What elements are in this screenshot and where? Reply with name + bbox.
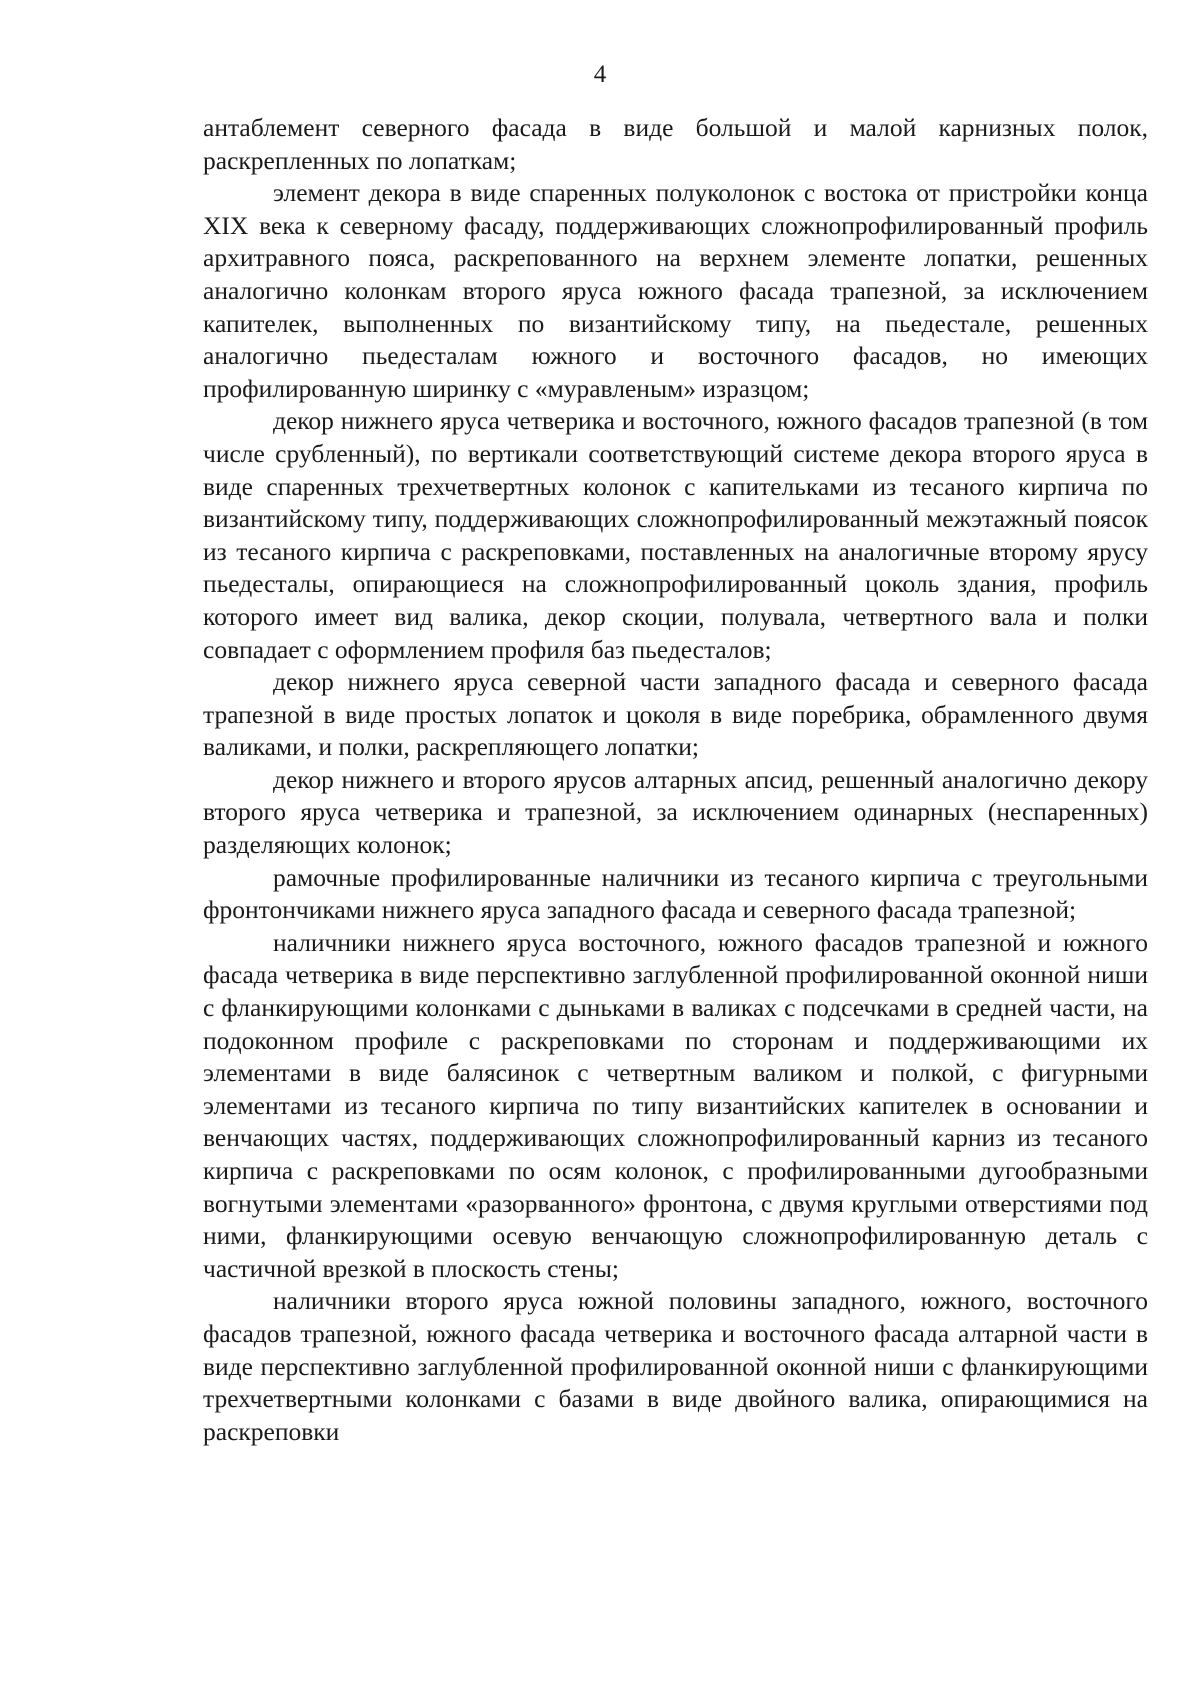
- paragraph: элемент декора в виде спаренных полуколонок с востока от пристройки конца XIX века к северному фасаду, поддерживающих сложнопрофилированный профиль архитравного пояса, раскрепованного на верхнем элементе лопатки, решенных аналогично колонкам второго яруса южного фасада трапезной, за исключением капителек, выполненных по византийскому типу, на пьедестале, решенных аналогично пьедесталам южного и восточного фасадов, но имеющих профилированную ширинку с «муравленым» изразцом;: [203, 178, 1148, 403]
- document-body: [203, 112, 1148, 1448]
- paragraph: наличники второго яруса южной половины западного, южного, восточного фасадов трапезной, южного фасада четверика и восточного фасада алтарной части в виде перспективно заглубленной профилированной оконной ниши с фланкирующими трехчетвертными колонками с базами в виде двойного валика, опирающимися на раскреповки: [203, 1286, 1148, 1446]
- paragraph: декор нижнего яруса северной части западного фасада и северного фасада трапезной в виде простых лопаток и цоколя в виде поребрика, обрамленного двумя валиками, и полки, раскрепляющего лопатки;: [203, 667, 1148, 762]
- paragraph: рамочные профилированные наличники из тесаного кирпича с треугольными фронтончиками нижнего яруса западного фасада и северного фасада трапезной;: [203, 862, 1148, 925]
- paragraph: декор нижнего и второго ярусов алтарных апсид, решенный аналогично декору второго яруса четверика и трапезной, за исключением одинарных (неспаренных) разделяющих колонок;: [203, 764, 1148, 860]
- paragraph: декор нижнего яруса четверика и восточного, южного фасадов трапезной (в том числе срубленный), по вертикали соответствующий системе декора второго яруса в виде спаренных трехчетвертных колонок с капительками из тесаного кирпича по византийскому типу, поддерживающих сложнопрофилированный межэтажный поясок из тесаного кирпича с раскреповками, поставленных на аналогичные второму ярусу пьедесталы, опирающиеся на сложнопрофилированный цоколь здания, профиль которого имеет вид валика, декор скоции, полувала, четвертного вала и полки совпадает с оформлением профиля баз пьедесталов;: [203, 406, 1148, 664]
- paragraph: наличники нижнего яруса восточного, южного фасадов трапезной и южного фасада четверика в виде перспективно заглубленной профилированной оконной ниши с фланкирующими колонками с дыньками в валиках с подсечками в средней части, на подоконном профиле с раскреповками по сторонам и поддерживающими их элементами в виде балясинок с четвертным валиком и полкой, с фигурными элементами из тесаного кирпича по типу византийских капителек в основании и венчающих частях, поддерживающих сложнопрофилированный карниз из тесаного кирпича с раскреповками по осям колонок, с профилированными дугообразными вогнутыми элементами «разорванного» фронтона, с двумя круглыми отверстиями под ними, фланкирующими осевую венчающую сложнопрофилированную деталь с частичной врезкой в плоскость стены;: [203, 927, 1148, 1283]
- page-number: 4: [593, 61, 607, 88]
- paragraph: антаблемент северного фасада в виде большой и малой карнизных полок, раскрепленных по лопаткам;: [203, 113, 1148, 175]
